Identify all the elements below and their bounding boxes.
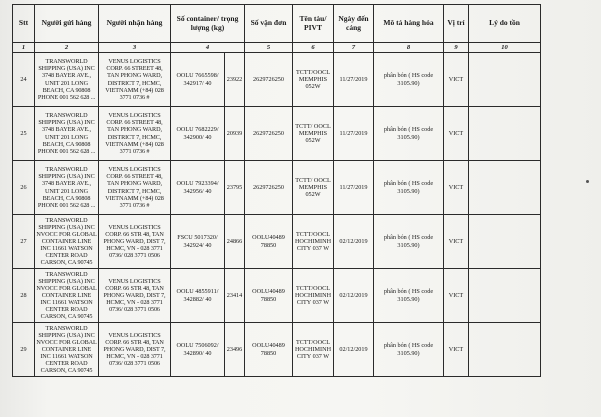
cell-receiver: VENUS LOGISTICS CORP. 66 STR 48, TAN PHONG WARD, DIST 7, HCMC, VN - 028 3771 0736/ 028 3771 0506 (99, 269, 171, 323)
cell-goods: phân bón ( HS code 3105.90) (374, 269, 444, 323)
cell-bill: 2629726250 (245, 53, 293, 107)
cell-bill: 2629726250 (245, 107, 293, 161)
cell-location: VICT (444, 323, 469, 377)
cell-vessel: TCTT/ OOCL MEMPHIS 052W (293, 107, 334, 161)
cell-weight: 24866 (225, 215, 245, 269)
cell-location: VICT (444, 161, 469, 215)
cell-location: VICT (444, 53, 469, 107)
column-number: 7 (334, 43, 374, 53)
cell-stt: 25 (13, 107, 35, 161)
column-number: 3 (99, 43, 171, 53)
cell-vessel: TCTT/ OOCL MEMPHIS 052W (293, 161, 334, 215)
cell-location: VICT (444, 269, 469, 323)
column-number: 4 (171, 43, 245, 53)
cell-reason (469, 215, 541, 269)
table-row (13, 269, 541, 323)
cell-container: OOLU 7506092/ 342890/ 40 (171, 323, 225, 377)
column-number: 2 (35, 43, 99, 53)
cell-weight: 20939 (225, 107, 245, 161)
cell-vessel: TCTT/OOCL MEMPHIS 052W (293, 53, 334, 107)
header-receiver: Người nhận hàng (99, 5, 171, 43)
column-number: 1 (13, 43, 35, 53)
cell-bill: OOLU40489 78850 (245, 269, 293, 323)
inventory-table (12, 4, 541, 377)
cell-stt: 26 (13, 161, 35, 215)
column-number: 6 (293, 43, 334, 53)
cell-vessel: TCTT/OOCL HOCHIMINH CITY 037 W (293, 269, 334, 323)
cell-bill: OOLU40489 78850 (245, 215, 293, 269)
cell-weight: 23496 (225, 323, 245, 377)
cell-arrival: 11/27/2019 (334, 161, 374, 215)
header-arrival: Ngày đến cảng (334, 5, 374, 43)
cell-sender: TRANSWORLD SHIPPING (USA) INC 3748 BAYER AVE., UNIT 201 LONG BEACH, CA 90808 PHONE 001 562 628 ... (35, 161, 99, 215)
cell-stt: 27 (13, 215, 35, 269)
cell-arrival: 02/12/2019 (334, 269, 374, 323)
cell-vessel: TCTT/OOCL HOCHIMINH CITY 037 W (293, 323, 334, 377)
cell-sender: TRANSWORLD SHIPPING (USA) INC NVOCC FOR GLOBAL CONTAINER LINE INC 11661 WATSON CENTER ROAD CARSON, CA 90745 (35, 323, 99, 377)
cell-location: VICT (444, 215, 469, 269)
table-row (13, 215, 541, 269)
cell-container: OOLU 7682229/ 342900/ 40 (171, 107, 225, 161)
cell-receiver: VENUS LOGISTICS CORP. 66 STREET 48, TAN PHONG WARD, DISTRICT 7, HCMC, VIETNAMM (+84) 028 3771 0736 # (99, 161, 171, 215)
cell-goods: phân bón ( HS code 3105.90) (374, 215, 444, 269)
cell-goods: phân bón ( HS code 3105.90) (374, 107, 444, 161)
cell-goods: phân bón ( HS code 3105.90) (374, 53, 444, 107)
cell-vessel: TCTT/OOCL HOCHIMINH CITY 037 W (293, 215, 334, 269)
cell-weight: 23795 (225, 161, 245, 215)
cell-sender: TRANSWORLD SHIPPING (USA) INC NVOCC FOR GLOBAL CONTAINER LINE INC 11661 WATSON CENTER ROAD CARSON, CA 90745 (35, 269, 99, 323)
cell-stt: 29 (13, 323, 35, 377)
cell-receiver: VENUS LOGISTICS CORP. 66 STREET 48, TAN PHONG WARD, DISTRICT 7, HCMC, VIETNAMM (+84) 028 3771 0736 # (99, 107, 171, 161)
cell-arrival: 11/27/2019 (334, 107, 374, 161)
header-sender: Người gửi hàng (35, 5, 99, 43)
column-number: 5 (245, 43, 293, 53)
cell-arrival: 02/12/2019 (334, 215, 374, 269)
cell-reason (469, 107, 541, 161)
cell-receiver: VENUS LOGISTICS CORP. 66 STR 48, TAN PHONG WARD, DIST 7, HCMC, VN - 028 3771 0736/ 028 3771 0506 (99, 323, 171, 377)
table-row (13, 161, 541, 215)
cell-sender: TRANSWORLD SHIPPING (USA) INC 3748 BAYER AVE., UNIT 201 LONG BEACH, CA 90808 PHONE 001 562 628 ... (35, 107, 99, 161)
header-reason: Lý do tồn (469, 5, 541, 43)
column-number: 8 (374, 43, 444, 53)
header-row (13, 5, 541, 43)
header-stt: Stt (13, 5, 35, 43)
scan-speck (586, 180, 589, 183)
header-location: Vị trí (444, 5, 469, 43)
header-bill: Số vận đơn (245, 5, 293, 43)
header-vessel: Tên tàu/ PIVT (293, 5, 334, 43)
cell-weight: 23414 (225, 269, 245, 323)
cell-sender: TRANSWORLD SHIPPING (USA) INC NVOCC FOR GLOBAL CONTAINER LINE INC 11661 WATSON CENTER ROAD CARSON, CA 90745 (35, 215, 99, 269)
column-number: 9 (444, 43, 469, 53)
table-row (13, 107, 541, 161)
cell-stt: 28 (13, 269, 35, 323)
cell-bill: 2629726250 (245, 161, 293, 215)
cell-reason (469, 269, 541, 323)
cell-receiver: VENUS LOGISTICS CORP. 66 STREET 48, TAN PHONG WARD, DISTRICT 7, HCMC, VIETNAMM (+84) 028 3771 0736 # (99, 53, 171, 107)
cell-location: VICT (444, 107, 469, 161)
table-row (13, 53, 541, 107)
column-number: 10 (469, 43, 541, 53)
table-row (13, 323, 541, 377)
cell-reason (469, 161, 541, 215)
cell-container: OOLU 7923394/ 342956/ 40 (171, 161, 225, 215)
cell-container: FSCU 5017320/ 342924/ 40 (171, 215, 225, 269)
cell-arrival: 02/12/2019 (334, 323, 374, 377)
cell-arrival: 11/27/2019 (334, 53, 374, 107)
cell-weight: 23922 (225, 53, 245, 107)
cell-goods: phân bón ( HS code 3105.90) (374, 323, 444, 377)
cell-reason (469, 53, 541, 107)
header-container: Số container/ trọng lượng (kg) (171, 5, 245, 43)
header-goods: Mô tả hàng hóa (374, 5, 444, 43)
cell-container: OOLU 4855911/ 342882/ 40 (171, 269, 225, 323)
cell-sender: TRANSWORLD SHIPPING (USA) INC 3748 BAYER AVE., UNIT 201 LONG BEACH, CA 90808 PHONE 001 562 628 ... (35, 53, 99, 107)
cell-receiver: VENUS LOGISTICS CORP. 66 STR 48, TAN PHONG WARD, DIST 7, HCMC, VN - 028 3771 0736/ 028 3771 0506 (99, 215, 171, 269)
cell-container: OOLU 7665598/ 342917/ 40 (171, 53, 225, 107)
cell-bill: OOLU40489 78850 (245, 323, 293, 377)
cell-stt: 24 (13, 53, 35, 107)
cell-reason (469, 323, 541, 377)
cell-goods: phân bón ( HS code 3105.90) (374, 161, 444, 215)
column-number-row (13, 43, 541, 53)
